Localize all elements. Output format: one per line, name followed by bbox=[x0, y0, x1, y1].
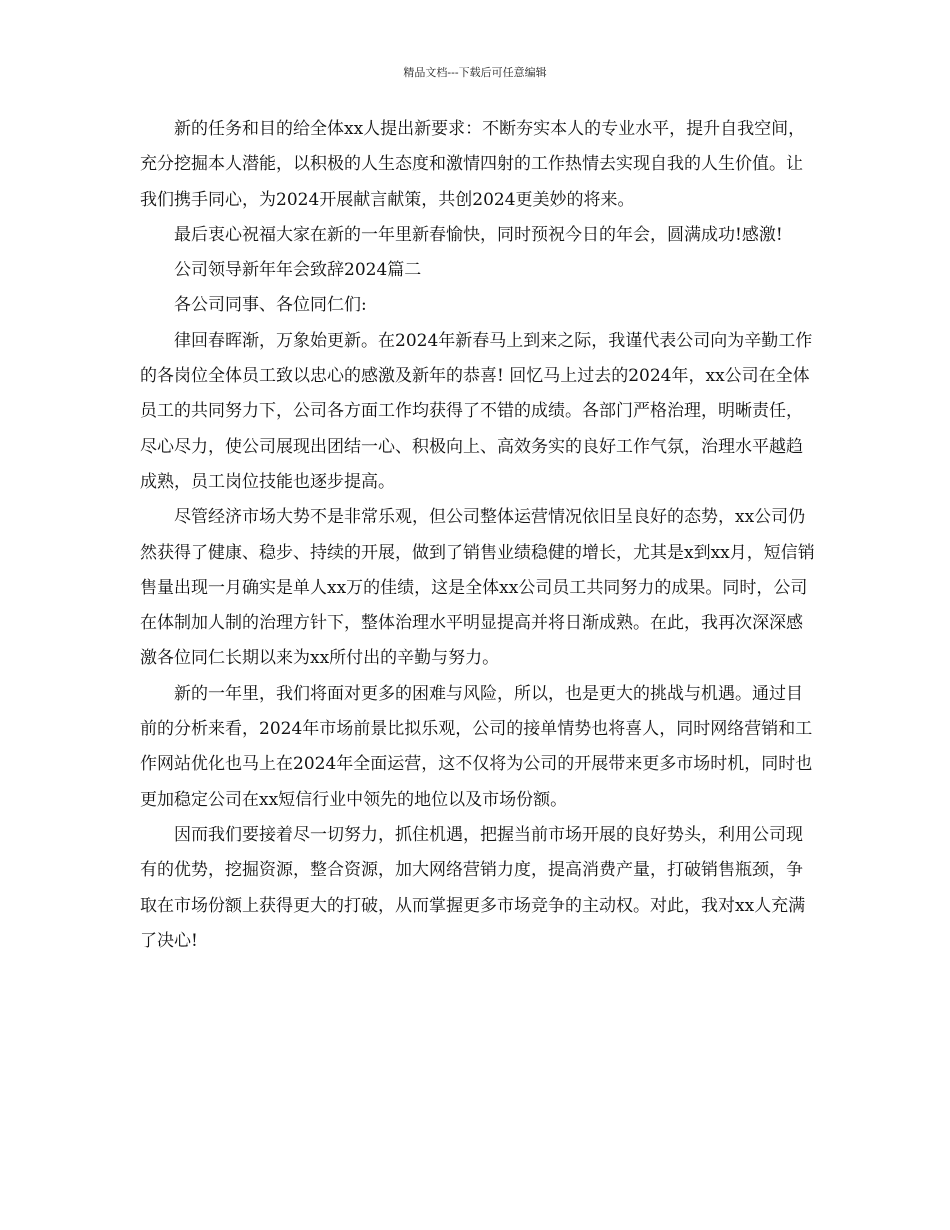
paragraph: 因而我们要接着尽一切努力，抓住机遇，把握当前市场开展的良好势头，利用公司现有的优势，挖掘资源，整合资源，加大网络营销力度，提高消费产量，打破销售瓶颈，争取在市场份额上获得更大的打破，从而掌握更多市场竞争的主动权。对此，我对xx人充满了决心! bbox=[140, 824, 806, 951]
salutation: 各公司同事、各位同仁们: bbox=[174, 295, 367, 316]
page-header: 精品文档---下载后可任意编辑 bbox=[403, 66, 547, 79]
paragraph: 新的任务和目的给全体xx人提出新要求：不断夯实本人的专业水平，提升自我空间，充分挖掘本人潜能，以积极的人生态度和激情四射的工作热情去实现自我的人生价值。让我们携手同心，为2024开展献言献策，共创2024更美妙的将来。 bbox=[140, 119, 806, 210]
section-title: 公司领导新年年会致辞2024篇二 bbox=[174, 260, 422, 281]
paragraph: 律回春晖渐，万象始更新。在2024年新春马上到来之际，我谨代表公司向为辛勤工作的各岗位全体员工致以忠心的感激及新年的恭喜! 回忆马上过去的2024年，xx公司在全体员工的共同努力下，公司各方面工作均获得了不错的成绩。各部门严格治理，明晰责任，尽心尽力，使公司展现出团结一心、积极向上、高效务实的良好工作气氛，治理水平越趋成熟，员工岗位技能也逐步提高。 bbox=[140, 330, 813, 492]
paragraph: 最后衷心祝福大家在新的一年里新春愉快，同时预祝今日的年会，圆满成功!感激! bbox=[174, 224, 783, 245]
document-body bbox=[140, 112, 815, 959]
paragraph: 新的一年里，我们将面对更多的困难与风险，所以，也是更大的挑战与机遇。通过目前的分析来看，2024年市场前景比拟乐观，公司的接单情势也将喜人，同时网络营销和工作网站优化也马上在2024年全面运营，这不仅将为公司的开展带来更多市场时机，同时也更加稳定公司在xx短信行业中领先的地位以及市场份额。 bbox=[140, 683, 813, 810]
paragraph: 尽管经济市场大势不是非常乐观，但公司整体运营情况依旧呈良好的态势，xx公司仍然获得了健康、稳步、持续的开展，做到了销售业绩稳健的增长，尤其是x到xx月，短信销售量出现一月确实是单人xx万的佳绩，这是全体xx公司员工共同努力的成果。同时，公司在体制加人制的治理方针下，整体治理水平明显提高并将日渐成熟。在此，我再次深深感激各位同仁长期以来为xx所付出的辛勤与努力。 bbox=[140, 507, 815, 669]
